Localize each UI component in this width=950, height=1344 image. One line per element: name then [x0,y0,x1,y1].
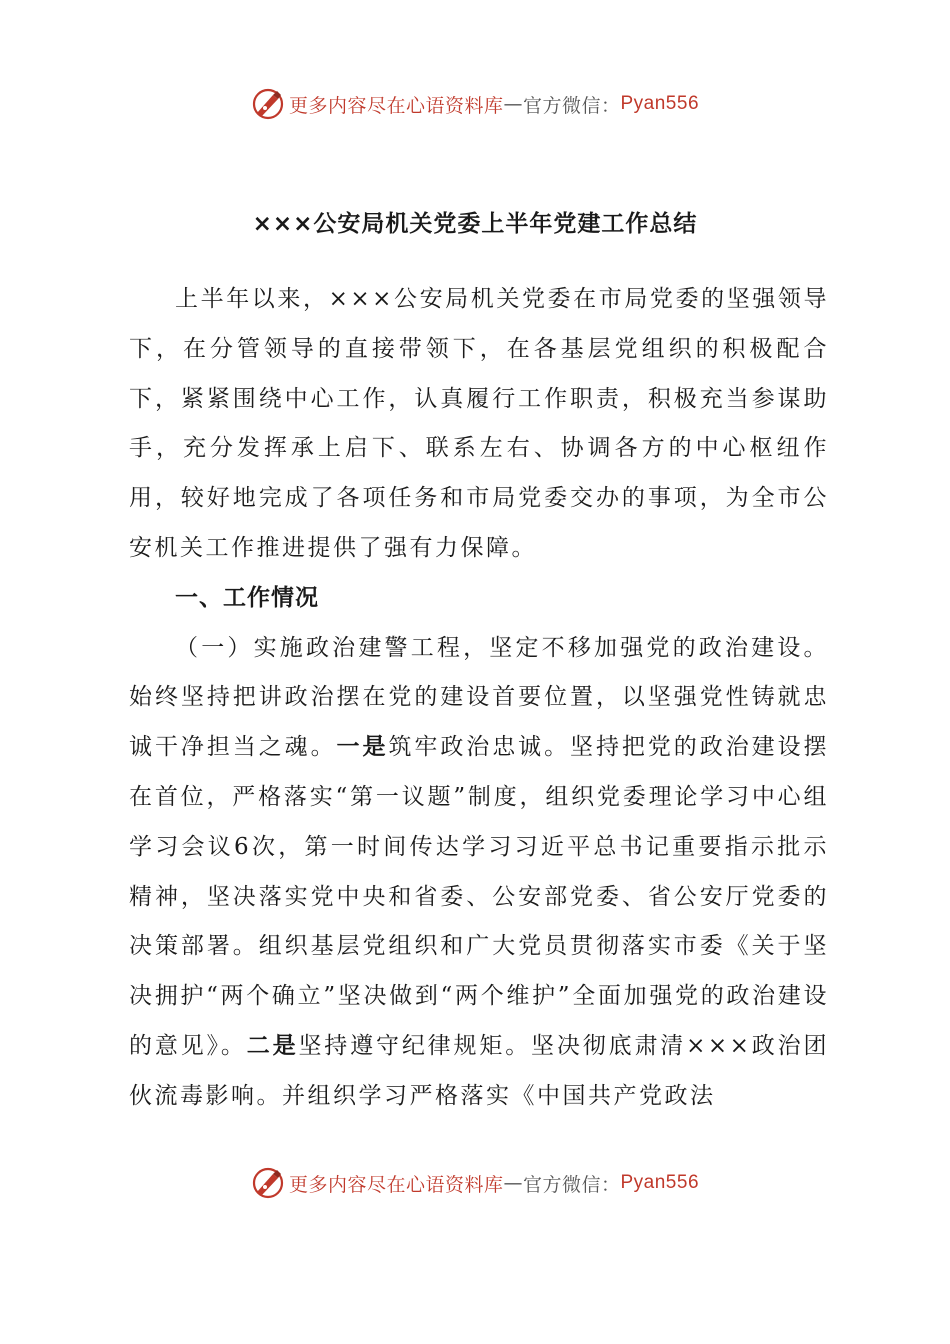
document-body [129,275,829,1122]
emphasis-first: 一是 [336,734,389,761]
banner-wechat-label: 官方微信： [522,1173,621,1196]
banner-dash: — [503,1172,523,1194]
pen-nib-logo-icon [251,87,285,121]
paragraph-text-3: 坚持遵守纪律规矩。坚决彻底肃清×××政治团伙流毒影响。并组织学习严格落实《中国共产党政法 [129,1032,829,1109]
pen-nib-logo-icon [251,1166,285,1200]
section-heading: 一、工作情况 [175,584,319,611]
footer-banner [0,1163,950,1203]
emphasis-second: 二是 [246,1032,299,1059]
banner-wechat-id: Pyan556 [620,1172,700,1193]
banner-wechat-label: 官方微信： [522,94,621,117]
banner-wechat-id: Pyan556 [620,93,700,114]
paragraph-text-2: 筑牢政治忠诚。坚持把党的政治建设摆在首位，严格落实“第一议题”制度，组织党委理论学习中心组学习会议6次，第一时间传达学习习近平总书记重要指示批示精神，坚决落实党中央和省委、公安部党委、省公安厅党委的决策部署。组织基层党组织和广大党员贯彻落实市委《关于坚决拥护“两个确立”坚决做到“两个维护”全面加强党的政治建设的意见》。 [129,734,830,1059]
header-banner [0,84,950,124]
paragraph-text-1: （一）实施政治建警工程，坚定不移加强党的政治建设。始终坚持把讲政治摆在党的建设首要位置，以坚强党性铸就忠诚干净担当之魂。 [129,634,829,761]
document-title: ×××公安局机关党委上半年党建工作总结 [252,211,698,237]
banner-dash: — [503,93,523,115]
intro-paragraph: 上半年以来，×××公安局机关党委在市局党委的坚强领导下，在分管领导的直接带领下，在各基层党组织的积极配合下，紧紧围绕中心工作，认真履行工作职责，积极充当参谋助手，充分发挥承上启下、联系左右、协调各方的中心枢纽作用，较好地完成了各项任务和市局党委交办的事项，为全市公安机关工作推进提供了强有力保障。 [129,286,829,561]
section-paragraph [129,624,829,1122]
banner-site-text: 更多内容尽在心语资料库 [288,94,504,117]
banner-site-text: 更多内容尽在心语资料库 [288,1173,504,1196]
